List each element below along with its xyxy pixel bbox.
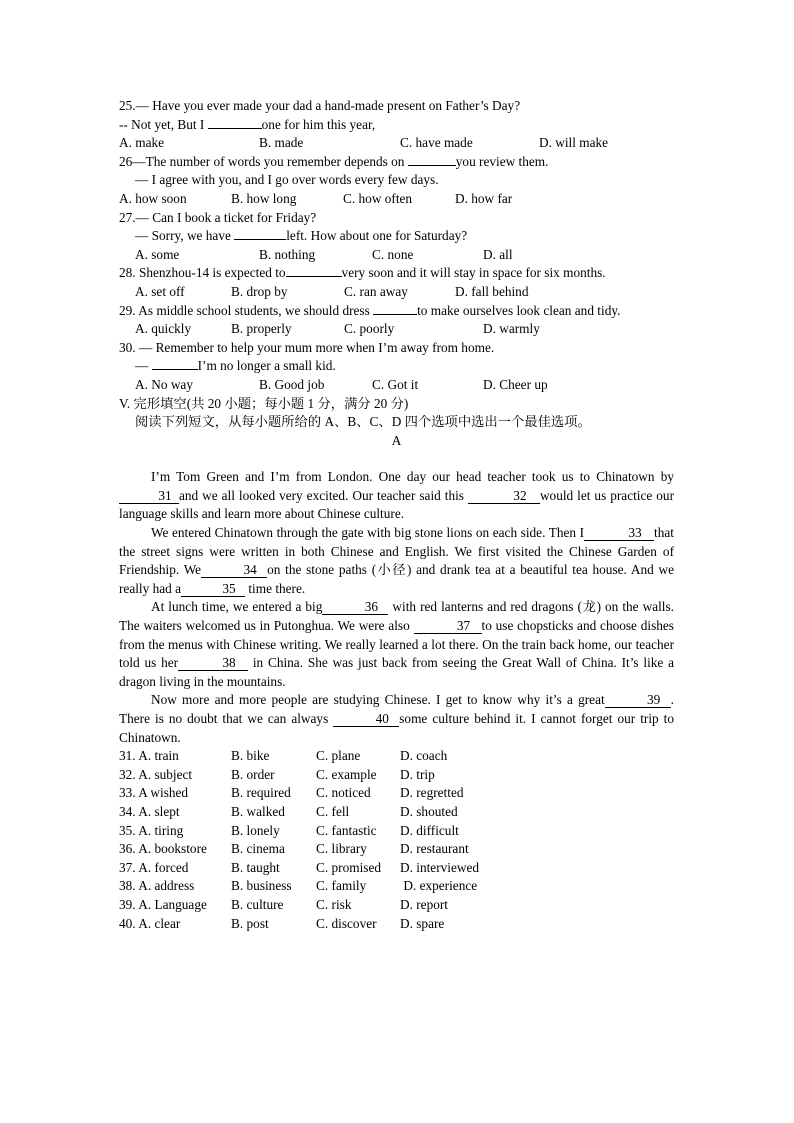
p3-text-a: At lunch time, we entered a big bbox=[151, 599, 323, 615]
q30-stem: 30. — Remember to help your mum more when I’m away from home. bbox=[119, 339, 495, 355]
option-row-40 bbox=[119, 915, 674, 934]
option-row-34 bbox=[119, 803, 674, 822]
option-b: B. culture bbox=[231, 896, 284, 912]
blank-35: 35 bbox=[181, 582, 245, 597]
option-b: B. lonely bbox=[231, 822, 280, 838]
q25-text-b: one for him this year, bbox=[261, 116, 376, 132]
option-a: 37. A. forced bbox=[119, 859, 189, 875]
q27-reply bbox=[119, 227, 674, 246]
option-row-38 bbox=[119, 877, 674, 896]
q28-option-d: D. fall behind bbox=[455, 283, 529, 299]
option-a: 34. A. slept bbox=[119, 803, 180, 819]
q29-text-b: to make ourselves look clean and tidy. bbox=[417, 302, 621, 318]
option-row-39 bbox=[119, 896, 674, 915]
p1-text-c: would let us practice our language skills and learn more about Chinese culture. bbox=[119, 487, 674, 522]
option-d: D. trip bbox=[400, 766, 435, 782]
exam-page bbox=[119, 97, 674, 933]
q26-text-a: 26—The number of words you remember depends on bbox=[119, 153, 408, 169]
passage-paragraph-2 bbox=[119, 524, 674, 598]
option-d: D. difficult bbox=[400, 822, 459, 838]
spacer bbox=[119, 450, 674, 468]
option-row-33 bbox=[119, 784, 674, 803]
q25-options bbox=[119, 134, 674, 153]
q25-option-d: D. will make bbox=[539, 135, 609, 151]
p1-text-b: and we all looked very excited. Our teacher said this bbox=[179, 487, 464, 503]
p4-text-b: . There is no doubt that we can always bbox=[119, 692, 674, 726]
blank-31: 31 bbox=[119, 489, 179, 504]
q29-stem bbox=[119, 302, 674, 321]
q28-stem bbox=[119, 264, 674, 283]
blank-39: 39 bbox=[605, 693, 671, 708]
option-b: B. business bbox=[231, 878, 292, 894]
option-c: C. example bbox=[316, 766, 377, 782]
q26-option-c: C. how often bbox=[343, 190, 413, 206]
q29-option-d: D. warmly bbox=[483, 321, 540, 337]
q25-text-a: -- Not yet, But I bbox=[119, 116, 208, 132]
q29-text-a: 29. As middle school students, we should dress bbox=[119, 302, 374, 318]
blank-36: 36 bbox=[322, 600, 388, 615]
q29-option-b: B. properly bbox=[231, 321, 292, 337]
blank-32: 32 bbox=[468, 489, 540, 504]
q26-option-a: A. how soon bbox=[119, 190, 187, 206]
q30-reply bbox=[119, 357, 674, 376]
option-b: B. taught bbox=[231, 859, 280, 875]
option-c: C. family bbox=[316, 878, 367, 894]
option-d: D. shouted bbox=[400, 803, 458, 819]
blank-33: 33 bbox=[584, 526, 654, 541]
q30-option-b: B. Good job bbox=[259, 376, 325, 392]
q29-options bbox=[119, 320, 674, 339]
q30-option-a: A. No way bbox=[135, 376, 193, 392]
q26-option-d: D. how far bbox=[455, 190, 513, 206]
option-b: B. bike bbox=[231, 748, 270, 764]
q27-blank bbox=[234, 239, 286, 240]
section-instruction: 阅读下列短文，从每小题所给的 A、B、C、D 四个选项中选出一个最佳选项。 bbox=[135, 414, 591, 430]
q28-blank bbox=[286, 276, 342, 277]
passage-label: A bbox=[391, 432, 402, 448]
option-c: C. fantastic bbox=[316, 822, 377, 838]
q27-stem: 27.— Can I book a ticket for Friday? bbox=[119, 209, 317, 225]
option-b: B. post bbox=[231, 915, 269, 931]
q28-text-a: 28. Shenzhou-14 is expected to bbox=[119, 265, 286, 281]
passage-paragraph-1 bbox=[119, 468, 674, 524]
q28-option-b: B. drop by bbox=[231, 283, 288, 299]
p2-text-a: We entered Chinatown through the gate with big stone lions on each side. Then I bbox=[151, 525, 585, 541]
option-d: D. experience bbox=[400, 878, 478, 894]
option-a: 32. A. subject bbox=[119, 766, 193, 782]
option-b: B. required bbox=[231, 785, 291, 801]
q25-option-c: C. have made bbox=[400, 135, 473, 151]
q27-option-a: A. some bbox=[135, 246, 180, 262]
q29-option-a: A. quickly bbox=[135, 321, 192, 337]
option-b: B. order bbox=[231, 766, 275, 782]
option-b: B. cinema bbox=[231, 841, 285, 857]
option-a: 33. A wished bbox=[119, 785, 189, 801]
q27-text-b: left. How about one for Saturday? bbox=[286, 228, 468, 244]
q25-stem: 25.— Have you ever made your dad a hand-made present on Father’s Day? bbox=[119, 98, 521, 113]
passage-paragraph-4 bbox=[119, 691, 674, 747]
p2-text-c: on the stone paths (小径) and drank tea at a beautiful tea house. And we really had a bbox=[119, 562, 674, 596]
q28-option-a: A. set off bbox=[135, 283, 185, 299]
q26-options bbox=[119, 190, 674, 209]
q29-blank bbox=[373, 314, 417, 315]
option-row-31 bbox=[119, 747, 674, 766]
q26-blank bbox=[408, 165, 456, 166]
p3-text-c: to use chopsticks and choose dishes from the menus with Chinese writing. We really learned a lot there. On the train back home, our teacher told us her bbox=[119, 618, 674, 671]
option-d: D. spare bbox=[400, 915, 445, 931]
p2-text-d: time there. bbox=[245, 580, 306, 596]
option-a: 35. A. tiring bbox=[119, 822, 184, 838]
q27-option-c: C. none bbox=[372, 246, 414, 262]
option-a: 38. A. address bbox=[119, 878, 195, 894]
q27-options bbox=[119, 246, 674, 265]
q26-reply: — I agree with you, and I go over words every few days. bbox=[135, 172, 439, 188]
q28-options bbox=[119, 283, 674, 302]
passage-paragraph-3 bbox=[119, 598, 674, 691]
option-row-36 bbox=[119, 840, 674, 859]
option-a: 39. A. Language bbox=[119, 896, 207, 912]
option-d: D. coach bbox=[400, 748, 448, 764]
q30-text-b: I’m no longer a small kid. bbox=[197, 358, 336, 374]
option-d: D. restaurant bbox=[400, 841, 469, 857]
q30-text-a: — bbox=[135, 358, 152, 374]
q25-blank bbox=[208, 128, 262, 129]
q28-option-c: C. ran away bbox=[344, 283, 408, 299]
option-c: C. library bbox=[316, 841, 367, 857]
p4-text-c: some culture behind it. I cannot forget our trip to Chinatown. bbox=[119, 711, 675, 745]
blank-38: 38 bbox=[178, 656, 248, 671]
option-c: C. plane bbox=[316, 748, 361, 764]
blank-37: 37 bbox=[414, 619, 482, 634]
option-a: 31. A. train bbox=[119, 748, 179, 764]
p1-text-a: I’m Tom Green and I’m from London. One day our head teacher took us to Chinatown by bbox=[151, 469, 674, 485]
q30-options bbox=[119, 376, 674, 395]
option-d: D. interviewed bbox=[400, 859, 480, 875]
q25-option-a: A. make bbox=[119, 135, 165, 151]
p3-text-b: with red lanterns and red dragons (龙) on the walls. The waiters welcomed us in Putonghua. We were also bbox=[119, 599, 674, 634]
option-d: D. report bbox=[400, 896, 448, 912]
option-c: C. risk bbox=[316, 896, 352, 912]
q27-text-a: — Sorry, we have bbox=[135, 228, 235, 244]
option-a: 40. A. clear bbox=[119, 915, 181, 931]
option-row-35 bbox=[119, 822, 674, 841]
p4-text-a: Now more and more people are studying Chinese. I get to know why it’s a great bbox=[151, 692, 605, 708]
cloze-options bbox=[119, 747, 674, 933]
q26-text-b: you review them. bbox=[455, 153, 549, 169]
p2-text-b: that the street signs were written in both Chinese and English. We first visited the Chinese Garden of Friendship. We bbox=[119, 525, 674, 578]
q29-option-c: C. poorly bbox=[344, 321, 395, 337]
q26-option-b: B. how long bbox=[231, 190, 297, 206]
option-d: D. regretted bbox=[400, 785, 464, 801]
q30-option-d: D. Cheer up bbox=[483, 376, 548, 392]
option-a: 36. A. bookstore bbox=[119, 841, 207, 857]
blank-40: 40 bbox=[333, 712, 399, 727]
q28-text-b: very soon and it will stay in space for six months. bbox=[341, 265, 606, 281]
q27-option-b: B. nothing bbox=[259, 246, 316, 262]
option-c: C. noticed bbox=[316, 785, 371, 801]
q25-line2 bbox=[119, 116, 674, 135]
option-row-37 bbox=[119, 859, 674, 878]
option-row-32 bbox=[119, 766, 674, 785]
q26-stem bbox=[119, 153, 674, 172]
p3-text-d: in China. She was just back from seeing the Great Wall of China. It’s like a dragon living in the mountains. bbox=[119, 655, 674, 689]
option-c: C. discover bbox=[316, 915, 377, 931]
q25-option-b: B. made bbox=[259, 135, 304, 151]
option-c: C. promised bbox=[316, 859, 382, 875]
q30-blank bbox=[152, 369, 198, 370]
blank-34: 34 bbox=[201, 563, 267, 578]
section-heading: V. 完形填空(共 20 小题；每小题 1 分，满分 20 分) bbox=[119, 395, 409, 411]
option-c: C. fell bbox=[316, 803, 350, 819]
q27-option-d: D. all bbox=[483, 246, 513, 262]
q30-option-c: C. Got it bbox=[372, 376, 419, 392]
option-b: B. walked bbox=[231, 803, 285, 819]
